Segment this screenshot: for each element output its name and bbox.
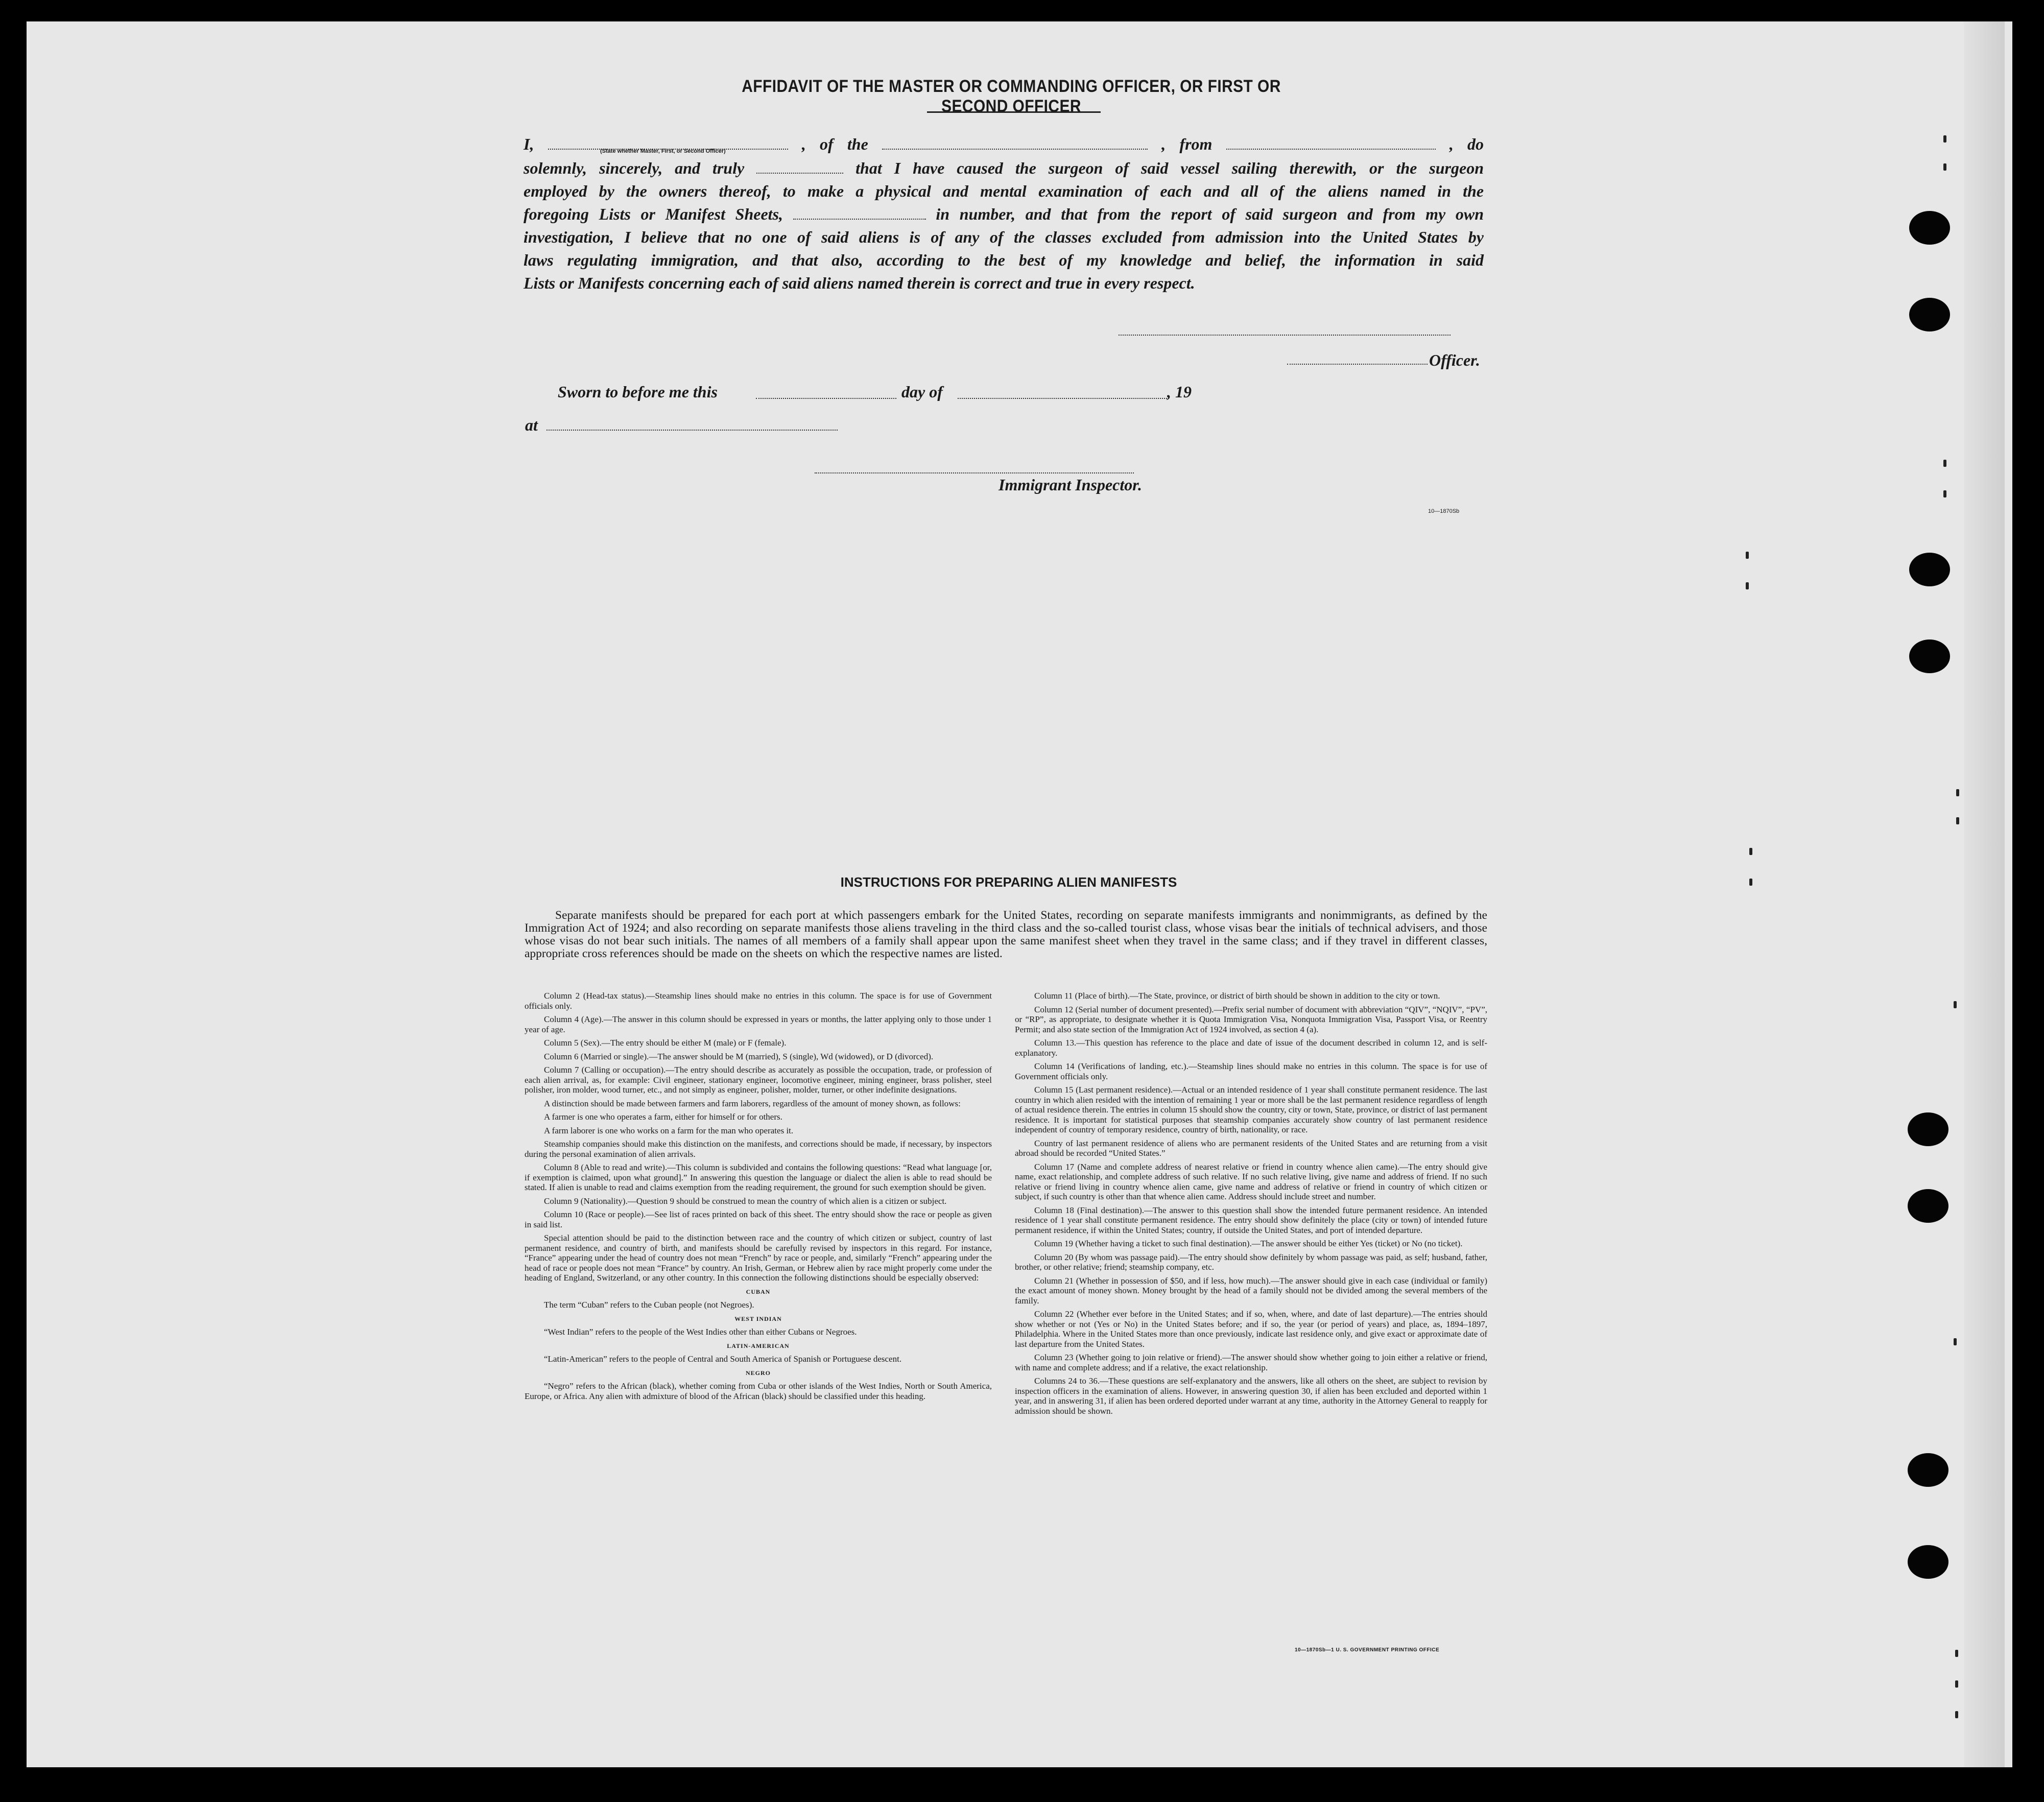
paper-speck — [1749, 879, 1752, 886]
instruction-paragraph: Column 5 (Sex).—The entry should be either M (male) or F (female). — [544, 1038, 787, 1048]
affidavit-text: that I have caused the surgeon of said vessel sailing therewith, or the surgeon — [855, 159, 1484, 177]
affidavit-line-7: Lists or Manifests concerning each of said aliens named therein is correct and true in every respect. — [524, 274, 1195, 292]
paper-speck — [1943, 163, 1946, 171]
paper-speck — [1943, 135, 1946, 143]
affidavit-text: , of the — [801, 135, 868, 153]
paper-speck — [1956, 789, 1959, 796]
instruction-paragraph: Special attention should be paid to the distinction between race and the country of which citizen or subject, country of last permanent residence, and country of birth, and manifests should be carefully revised by inspectors in this regard. For instance, “France” appearing under the head of country does not mean “French” by race or people, and, similarly “French” appearing under the head of race or people does not mean “France” by country. An Irish, German, or Hebrew alien by race might properly come under the heading of England, Switzerland, or any other country. In this connection the following distinctions should be especially observed: — [525, 1233, 992, 1283]
form-number: 10—1870Sb — [1428, 508, 1460, 514]
instruction-paragraph: “Latin-American” refers to the people of Central and South America of Spanish or Portuguese descent. — [544, 1354, 902, 1364]
place-blank[interactable] — [546, 417, 838, 431]
affidavit-line-4 — [524, 203, 1484, 226]
instruction-paragraph: Column 9 (Nationality).—Question 9 should be construed to mean the country of which alien is a citizen or subject. — [544, 1196, 947, 1206]
instruction-paragraph: A distinction should be made between farmers and farm laborers, regardless of the amount of money shown, as follows: — [544, 1098, 961, 1108]
role-note: (State whether Master, First, or Second Officer) — [600, 148, 726, 154]
paper-speck — [1943, 460, 1946, 467]
paper-speck — [1746, 552, 1749, 559]
binder-hole — [1908, 1189, 1948, 1223]
affidavit-line-5: investigation, I believe that no one of said aliens is of any of the classes excluded from admission into the United States by — [524, 228, 1484, 246]
affidavit-text: solemnly, sincerely, and truly — [524, 159, 745, 177]
sworn-label: Sworn to before me this — [558, 383, 718, 401]
oath-blank[interactable] — [756, 160, 843, 174]
paper-speck — [1749, 848, 1752, 855]
binder-hole — [1908, 1112, 1948, 1146]
page-edge-shadow — [1964, 21, 2005, 1767]
instruction-paragraph: Columns 24 to 36.—These questions are self-explanatory and the answers, like all others on the sheet, are subject to revision by inspection officers in the examination of aliens. However, in answering question 30, if alien has been excluded and deported within 1 year, and in answering 31, if alien has been ordered deported under warrant at any time, authority in the Attorney General to reapply for admission should be shown. — [1015, 1376, 1487, 1416]
instruction-paragraph: “Negro” refers to the African (black), whether coming from Cuba or other islands of the West Indies, North or South America, Europe, or Africa. Any alien with admixture of blood of the African (black) should be classified under this heading. — [525, 1381, 992, 1401]
affidavit-text: , do — [1449, 135, 1484, 153]
instruction-paragraph: Column 4 (Age).—The answer in this column should be expressed in years or months, the latter applying only to those under 1 year of age. — [525, 1014, 992, 1034]
paper-speck — [1954, 1001, 1957, 1008]
binder-hole — [1909, 639, 1950, 673]
instruction-paragraph: Column 18 (Final destination).—The answer to this question shall show the intended future permanent residence. An intended residence of 1 year shall constitute permanent residence. The entry should show definitely the place (city or town) of intended future permanent residence, if within the United States; country, if outside the United States, and port of intended departure. — [1015, 1205, 1487, 1235]
binder-hole — [1909, 211, 1950, 245]
subheading-latin-american: LATIN-AMERICAN — [727, 1342, 790, 1349]
subheading-negro: NEGRO — [745, 1369, 771, 1377]
paper-speck — [1955, 1711, 1958, 1718]
instruction-paragraph: Column 10 (Race or people).—See list of races printed on back of this sheet. The entry should show the race or people as given in said list. — [525, 1210, 992, 1229]
officer-title-line[interactable] — [1287, 364, 1428, 365]
paper-speck — [1746, 582, 1749, 589]
printing-office-footer: 10—1870Sb—1 U. S. GOVERNMENT PRINTING OFFICE — [1295, 1647, 1440, 1653]
origin-port-blank[interactable] — [1226, 136, 1436, 150]
instruction-paragraph: Column 19 (Whether having a ticket to such final destination).—The answer should be either Yes (ticket) or No (no ticket). — [1034, 1239, 1463, 1248]
paper-speck — [1954, 1338, 1957, 1345]
binder-hole — [1909, 553, 1950, 586]
subheading-cuban: CUBAN — [746, 1288, 771, 1295]
day-of-label: day of — [901, 383, 943, 401]
vessel-name-blank[interactable] — [882, 136, 1148, 150]
sworn-month-blank[interactable] — [958, 386, 1167, 399]
sworn-day-blank[interactable] — [756, 386, 896, 399]
instruction-paragraph: Column 13.—This question has reference to the place and date of issue of the document described in column 12, and is self-explanatory. — [1015, 1038, 1487, 1058]
binder-hole — [1908, 1453, 1948, 1487]
title-underline — [927, 111, 1101, 113]
instruction-paragraph: Column 7 (Calling or occupation).—The entry should describe as accurately as possible the occupation, trade, or profession of each alien arrival, as, for example: Civil engineer, stationary engineer, locomotive engineer, mining engineer, brass polisher, steel polisher, iron molder, wood turner, etc., and not simply as engineer, polisher, molder, turner, or other indefinite designations. — [525, 1065, 992, 1095]
paper-speck — [1956, 817, 1959, 824]
paper-speck — [1955, 1680, 1958, 1688]
affidavit-text: in number, and that from the report of said surgeon and from my own — [936, 205, 1484, 223]
affidavit-text: I, — [524, 135, 534, 153]
officer-label: Officer. — [1429, 351, 1480, 369]
affidavit-line-2 — [524, 157, 1484, 180]
paper-speck — [1943, 490, 1946, 497]
instructions-title: INSTRUCTIONS FOR PREPARING ALIEN MANIFESTS — [840, 874, 1177, 890]
instruction-paragraph: Column 12 (Serial number of document presented).—Prefix serial number of document with abbreviation “QIV”, “NQIV”, “PV”, or “RP”, as appropriate, to designate whether it is Quota Immigration Visa, Nonquota Immigration Visa, Passport Visa, or Reentry Permit; and also state section of the Immigration Act of 1924 involved, as section 4 (a). — [1015, 1004, 1487, 1034]
affidavit-text: foregoing Lists or Manifest Sheets, — [524, 205, 783, 223]
instruction-paragraph: Column 22 (Whether ever before in the United States; and if so, when, where, and date of last departure).—The entries should show whether or not (Yes or No) in the United States before; and if so, the year (or period of years) and place, as, 1894–1897, Philadelphia. Where in the United States more than once previously, indicate last residence only, and give exact or approximate date of last departure from the United States. — [1015, 1309, 1487, 1349]
affidavit-title: AFFIDAVIT OF THE MASTER OR COMMANDING OFFICER, OR FIRST OR SECOND OFFICER — [742, 77, 1281, 116]
instruction-paragraph: A farm laborer is one who works on a farm for the man who operates it. — [544, 1125, 794, 1135]
sheet-count-blank[interactable] — [793, 206, 926, 220]
instruction-paragraph: Column 2 (Head-tax status).—Steamship lines should make no entries in this column. The space is for use of Government officials only. — [525, 991, 992, 1011]
instruction-paragraph: Column 17 (Name and complete address of nearest relative or friend in country whence alien came).—The entry should give name, exact relationship, and complete address of such relative. If no such relative living, give name and address of friend. If no such relative or friend living in country whence alien came, give name and address of relative or friend in country of which citizen or subject, if such country is other than that whence alien came. Address should include street and number. — [1015, 1161, 1487, 1201]
affidavit-line-3: employed by the owners thereof, to make a physical and mental examination of each and all of the aliens named in the — [524, 182, 1484, 200]
affidavit-line-6: laws regulating immigration, and that also, according to the best of my knowledge and belief, the information in said — [524, 251, 1484, 269]
instruction-paragraph: Column 8 (Able to read and write).—This column is subdivided and contains the following questions: “Read what language [or, if exemption is claimed, upon what ground].” In answering this question the language or dialect the alien is able to read should be stated. If alien is unable to read and claims exemption from the reading requirement, the ground for such exemption should be given. — [525, 1163, 992, 1192]
paper-speck — [1955, 1650, 1958, 1657]
instructions-intro: Separate manifests should be prepared for each port at which passengers embark for the United States, recording on separate manifests immigrants and nonimmigrants, as defined by the Immigration Act of 1924; and also recording on separate manifests those aliens traveling in the third class and the so-called tourist class, whose visas bear the initials of technical advisers, and those whose visas do not bear such initials. The names of all members of a family shall appear upon the same manifest sheet when they travel in the same class; and if they travel in different classes, appropriate cross references should be made on the sheets on which the respective names are listed. — [525, 909, 1487, 960]
year-label: , 19 — [1167, 383, 1192, 401]
instruction-paragraph: A farmer is one who operates a farm, either for himself or for others. — [544, 1112, 782, 1122]
binder-hole — [1909, 298, 1950, 331]
instruction-paragraph: “West Indian” refers to the people of the West Indies other than either Cubans or Negroes. — [544, 1327, 857, 1337]
subheading-west-indian: WEST INDIAN — [734, 1315, 782, 1322]
instruction-paragraph: Column 14 (Verifications of landing, etc.).—Steamship lines should make no entries in this column. The space is for use of Government officials only. — [1015, 1061, 1487, 1081]
instruction-paragraph: Column 6 (Married or single).—The answer should be M (married), S (single), Wd (widowed), or D (divorced). — [544, 1051, 934, 1061]
instruction-paragraph: Country of last permanent residence of aliens who are permanent residents of the United States and are returning from a visit abroad should be recorded “United States.” — [1015, 1138, 1487, 1158]
instruction-paragraph: Column 20 (By whom was passage paid).—The entry should show definitely by whom passage was paid, as self; husband, father, brother, or other relative; friend; steamship company, etc. — [1015, 1252, 1487, 1272]
instructions-left-column — [525, 991, 992, 1405]
at-label: at — [525, 416, 538, 434]
instruction-paragraph: Column 15 (Last permanent residence).—Actual or an intended residence of 1 year shall constitute permanent residence. The last country in which alien resided with the intention of remaining 1 year or more shall be the last permanent residence regardless of length of actual residence therein. The entries in column 15 should show the country, city or town, State, province, or district of last permanent residence. It is important for statistical purposes that steamship companies accurately show country of last permanent residence independent of country of temporary residence, country of birth, nationality, or race. — [1015, 1085, 1487, 1134]
instruction-paragraph: The term “Cuban” refers to the Cuban people (not Negroes). — [544, 1300, 754, 1310]
instruction-paragraph: Column 21 (Whether in possession of $50, and if less, how much).—The answer should give in each case (individual or family) the exact amount of money shown. Money brought by the head of a family should not be divided among the several members of the family. — [1015, 1275, 1487, 1306]
officer-signature-line[interactable] — [1119, 335, 1451, 336]
instruction-paragraph: Column 23 (Whether going to join relative or friend).—The answer should show whether going to join either a relative or friend, with name and complete address; and if a relative, the exact relationship. — [1015, 1353, 1487, 1372]
inspector-label: Immigrant Inspector. — [999, 476, 1142, 494]
instruction-paragraph: Column 11 (Place of birth).—The State, province, or district of birth should be shown in addition to the city or town. — [1034, 991, 1440, 1001]
binder-hole — [1908, 1545, 1948, 1579]
instructions-right-column — [1015, 991, 1487, 1419]
affidavit-text: , from — [1161, 135, 1213, 153]
instruction-paragraph: Steamship companies should make this distinction on the manifests, and corrections should be made, if necessary, by inspectors during the personal examination of alien arrivals. — [525, 1139, 992, 1159]
